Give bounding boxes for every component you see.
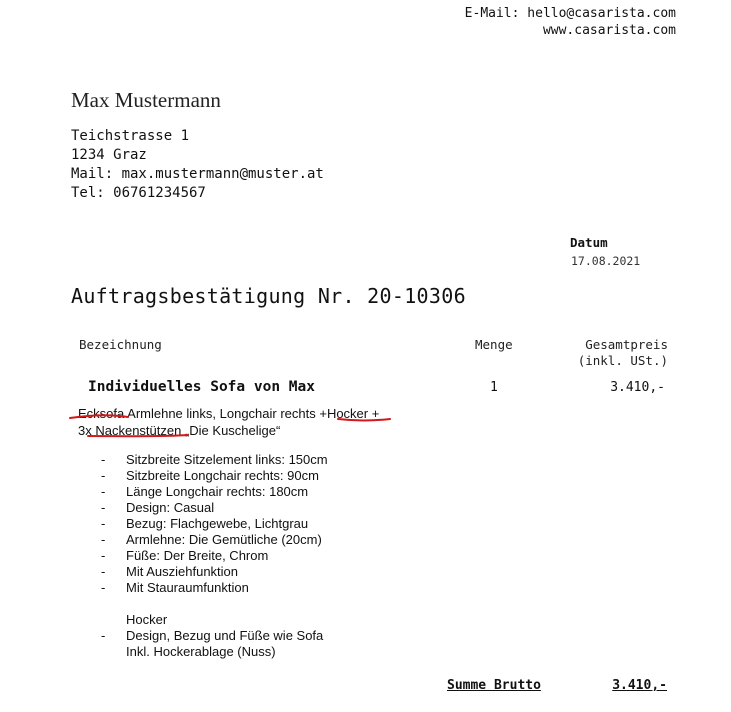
item-price: 3.410,- [610, 380, 665, 395]
list-item [101, 468, 328, 484]
bullet-dash: - [101, 628, 106, 643]
list-spacer [101, 596, 328, 612]
date-label: Datum [570, 235, 608, 250]
recipient-address [71, 127, 324, 203]
desc-plus: + [368, 406, 380, 421]
list-item [101, 580, 328, 596]
date-value: 17.08.2021 [571, 254, 641, 268]
desc-ecksofa: Ecksofa [78, 406, 125, 421]
bullet-dash: - [101, 484, 106, 499]
list-item-text: Länge Longchair rechts: 180cm [126, 484, 309, 499]
list-item-text: Armlehne: Die Gemütliche (20cm) [126, 532, 322, 547]
bullet-dash: - [101, 548, 106, 563]
bullet-dash: - [101, 500, 106, 515]
sender-contact [465, 5, 676, 39]
bullet-dash: - [101, 580, 106, 595]
list-item [101, 644, 328, 660]
desc-kuschelige: „Die Kuschelige“ [181, 423, 281, 438]
column-header-quantity: Menge [475, 337, 513, 352]
bullet-dash: - [101, 532, 106, 547]
hocker-heading [101, 612, 328, 628]
list-item [101, 516, 328, 532]
bullet-dash: - [101, 564, 106, 579]
list-item [101, 532, 328, 548]
column-header-description: Bezeichnung [79, 337, 162, 352]
list-item-text: Mit Ausziehfunktion [126, 564, 239, 579]
sender-website: www.casarista.com [542, 23, 676, 38]
bullet-dash: - [101, 468, 106, 483]
list-item-text: Bezug: Flachgewebe, Lichtgrau [126, 516, 309, 531]
list-item [101, 628, 328, 644]
item-title: Individuelles Sofa von Max [88, 379, 315, 395]
column-header-total [578, 337, 668, 369]
list-item [101, 500, 328, 516]
list-item-text: Mit Stauraumfunktion [126, 580, 249, 595]
hocker-label: Hocker [126, 612, 168, 627]
bullet-dash: - [101, 452, 106, 467]
list-item-text: Design, Bezug und Füße wie Sofa [126, 628, 324, 643]
column-header-total-line2: (inkl. USt.) [577, 353, 668, 368]
item-quantity: 1 [490, 380, 498, 395]
list-item-text: Sitzbreite Sitzelement links: 150cm [126, 452, 328, 467]
list-item-text: Sitzbreite Longchair rechts: 90cm [126, 468, 319, 483]
bullet-dash: - [101, 516, 106, 531]
item-description-line1 [78, 405, 379, 422]
recipient-name: Max Mustermann [71, 88, 221, 112]
recipient-mail: Mail: max.mustermann@muster.at [71, 166, 324, 182]
list-item-text: Design: Casual [126, 500, 215, 515]
column-header-total-line1: Gesamtpreis [585, 337, 668, 352]
recipient-tel: Tel: 06761234567 [71, 185, 206, 201]
recipient-city: 1234 Graz [71, 147, 147, 163]
summary-value: 3.410,- [612, 678, 667, 693]
list-item [101, 564, 328, 580]
desc-armrest-longchair: Armlehne links, Longchair rechts + [124, 406, 327, 421]
list-item [101, 452, 328, 468]
item-description [78, 405, 379, 439]
list-item [101, 548, 328, 564]
list-item [101, 484, 328, 500]
document-title: Auftragsbestätigung Nr. 20-10306 [71, 284, 466, 308]
sender-email: E-Mail: hello@casarista.com [464, 6, 676, 21]
list-item-text: Füße: Der Breite, Chrom [126, 548, 269, 563]
desc-hocker: Hocker [326, 406, 369, 421]
recipient-street: Teichstrasse 1 [71, 128, 190, 144]
item-description-line2 [78, 422, 379, 439]
summary-label: Summe Brutto [447, 678, 541, 693]
list-item-text: Inkl. Hockerablage (Nuss) [126, 644, 276, 659]
feature-list [101, 452, 328, 660]
desc-neck-pillows: 3x Nackenstützen [78, 423, 182, 438]
